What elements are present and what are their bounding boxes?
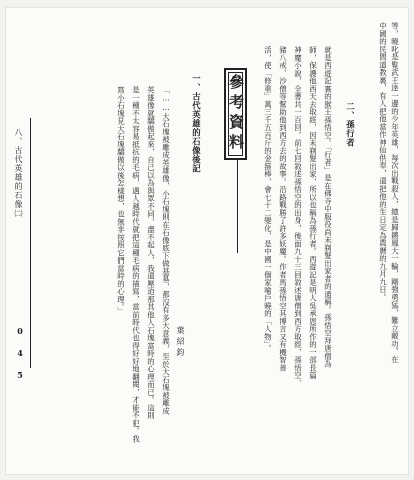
text-column: 等，曉叱是覧武王逹一邊的少年英雄，每次出戰殺人，總是歸鏘鳳大一輪，剛強勇猛，難立敵功。在 (390, 22, 400, 363)
divider-line (237, 158, 238, 253)
text-column: 豬八戒、沙僧等幫助他到西方去的故事。沿路戰勝了許多妖魔。作者馬孫悟空其博言又有機智善 (278, 46, 288, 372)
page-number: 0 4 5 (15, 326, 25, 381)
text-column: 中國的民間道教裏，有人把他當作神仙供奉，還把他的生日定為農曆的九月九日。 (378, 22, 388, 301)
running-title: 八、古代英雄的石像㈡ (14, 128, 23, 218)
margin-rule (30, 118, 31, 368)
text-column: 寫小石塊見大石塊驕傲以後怎樣想，也無非按照它們當時的心理。」 (116, 86, 126, 315)
reference-section-heading: 一、古代英雄的石像後記 (191, 74, 202, 173)
text-column: 師，保護他西天去取經，因未剃髮出家，所以也稱為孫行者。西遊記是明人吳承恩所作的一部長篇 (308, 46, 318, 380)
text-column: 活，使「修重」萬三千五百斤的金箍棒，會七十二變化，是中國一個家喻戶曉的「人物」。 (263, 46, 273, 353)
text-column: 英雄像就驕傲起來，自己以為與眾不同，盡不起人，我還壓迫那其他人石塊富時的心理而已。這則 (146, 86, 156, 420)
document-page (6, 8, 408, 474)
reference-title-box: 參考資料 (224, 68, 247, 160)
text-column: 是一種不太容易抵抗的毛病，遇人越時代就把這種毛病的描寫，當前時代也得好好地翻閱，才能不犯。我 (131, 86, 141, 443)
section-heading: 二、孫行者 (345, 102, 356, 147)
text-column: 就是西遊記裏的猴王孫悟空。「行者」是在佛寺中服役尚未剃髮出家者的通稱。孫悟空拜唐僧為 (323, 46, 333, 368)
text-column: 「……大石塊被雕成英雄像，小石塊則在石像底下做基墓，都沒有多大意義，至於大石塊被雕成 (161, 86, 171, 415)
author-name: 葉紹鈞 (176, 326, 185, 359)
text-column: 神魔小說，全書共一百回。前七回敘述孫悟空的出身，後面九十三回敘述唐僧到西方取經，孫悟空、 (293, 46, 303, 387)
